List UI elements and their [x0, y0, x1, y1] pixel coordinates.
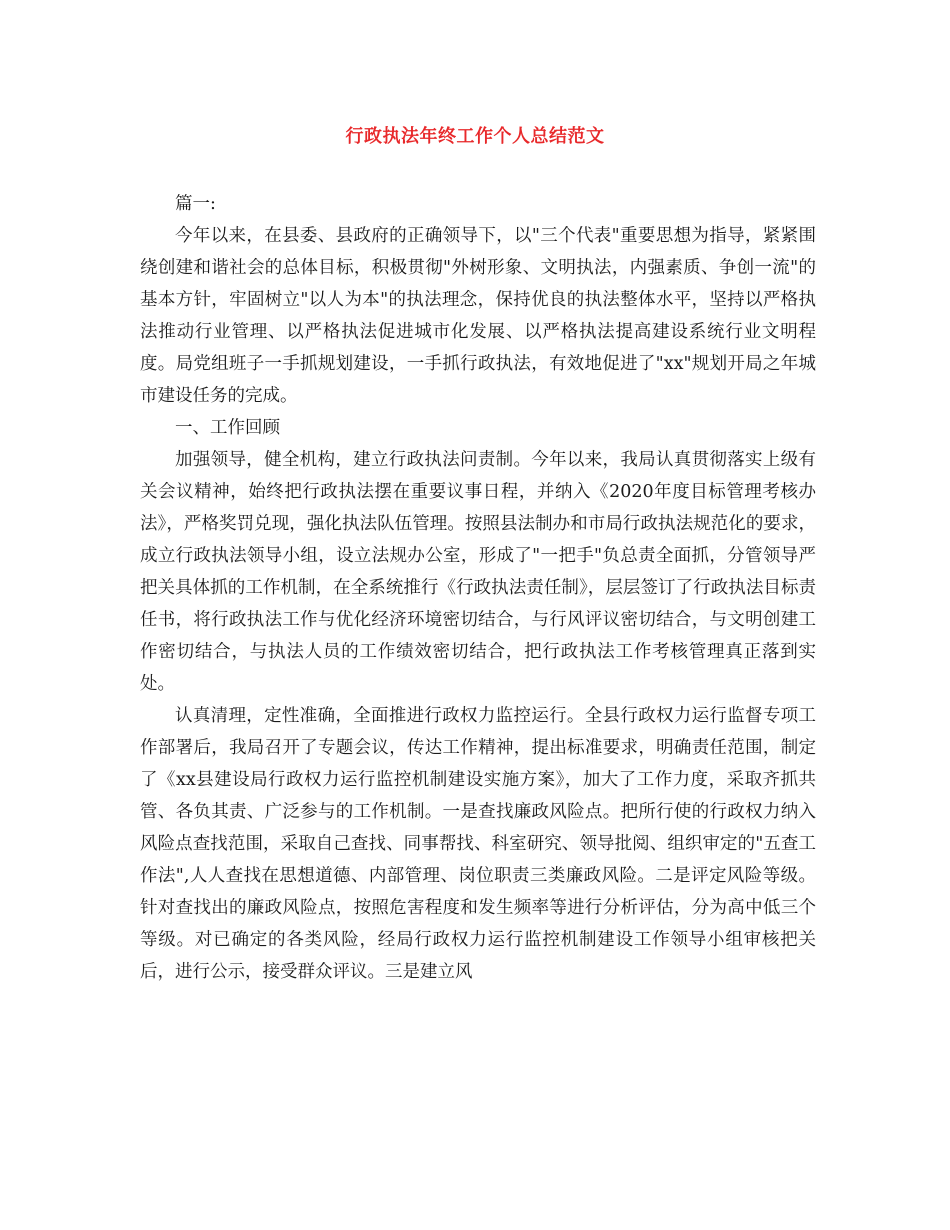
document-title: 行政执法年终工作个人总结范文 [345, 126, 605, 147]
document-body [140, 188, 816, 988]
paragraph-leadership: 加强领导，健全机构，建立行政执法问责制。今年以来，我局认真贯彻落实上级有关会议精神，始终把行政执法摆在重要议事日程，并纳入《2020年度目标管理考核办法》，严格奖罚兑现，强化执法队伍管理。按照县法制办和市局行政执法规范化的要求，成立行政执法领导小组，设立法规办公室，形成了"一把手"负总责全面抓，分管领导严把关具体抓的工作机制，在全系统推行《行政执法责任制》，层层签订了行政执法目标责任书，将行政执法工作与优化经济环境密切结合，与行风评议密切结合，与文明创建工作密切结合，与执法人员的工作绩效密切结合，把行政执法工作考核管理真正落到实处。 [140, 450, 816, 694]
section-heading-work-review: 一、工作回顾 [175, 418, 280, 438]
section-label-part-one: 篇一: [175, 194, 216, 214]
intro-paragraph: 今年以来，在县委、县政府的正确领导下，以"三个代表"重要思想为指导，紧紧围绕创建和谐社会的总体目标，积极贯彻"外树形象、文明执法，内强素质、争创一流"的基本方针，牢固树立"以人为本"的执法理念，保持优良的执法整体水平，坚持以严格执法推动行业管理、以严格执法促进城市化发展、以严格执法提高建设系统行业文明程度。局党组班子一手抓规划建设，一手抓行政执法，有效地促进了"xx"规划开局之年城市建设任务的完成。 [140, 226, 816, 406]
paragraph-power-monitoring: 认真清理，定性准确，全面推进行政权力监控运行。全县行政权力运行监督专项工作部署后，我局召开了专题会议，传达工作精神，提出标准要求，明确责任范围，制定了《xx县建设局行政权力运行监控机制建设实施方案》，加大了工作力度，采取齐抓共管、各负其责、广泛参与的工作机制。一是查找廉政风险点。把所行使的行政权力纳入风险点查找范围，采取自己查找、同事帮找、科室研究、领导批阅、组织审定的"五查工作法",人人查找在思想道德、内部管理、岗位职责三类廉政风险。二是评定风险等级。针对查找出的廉政风险点，按照危害程度和发生频率等进行分析评估，分为高中低三个等级。对已确定的各类风险，经局行政权力运行监控机制建设工作领导小组审核把关后，进行公示，接受群众评议。三是建立风 [140, 706, 816, 982]
